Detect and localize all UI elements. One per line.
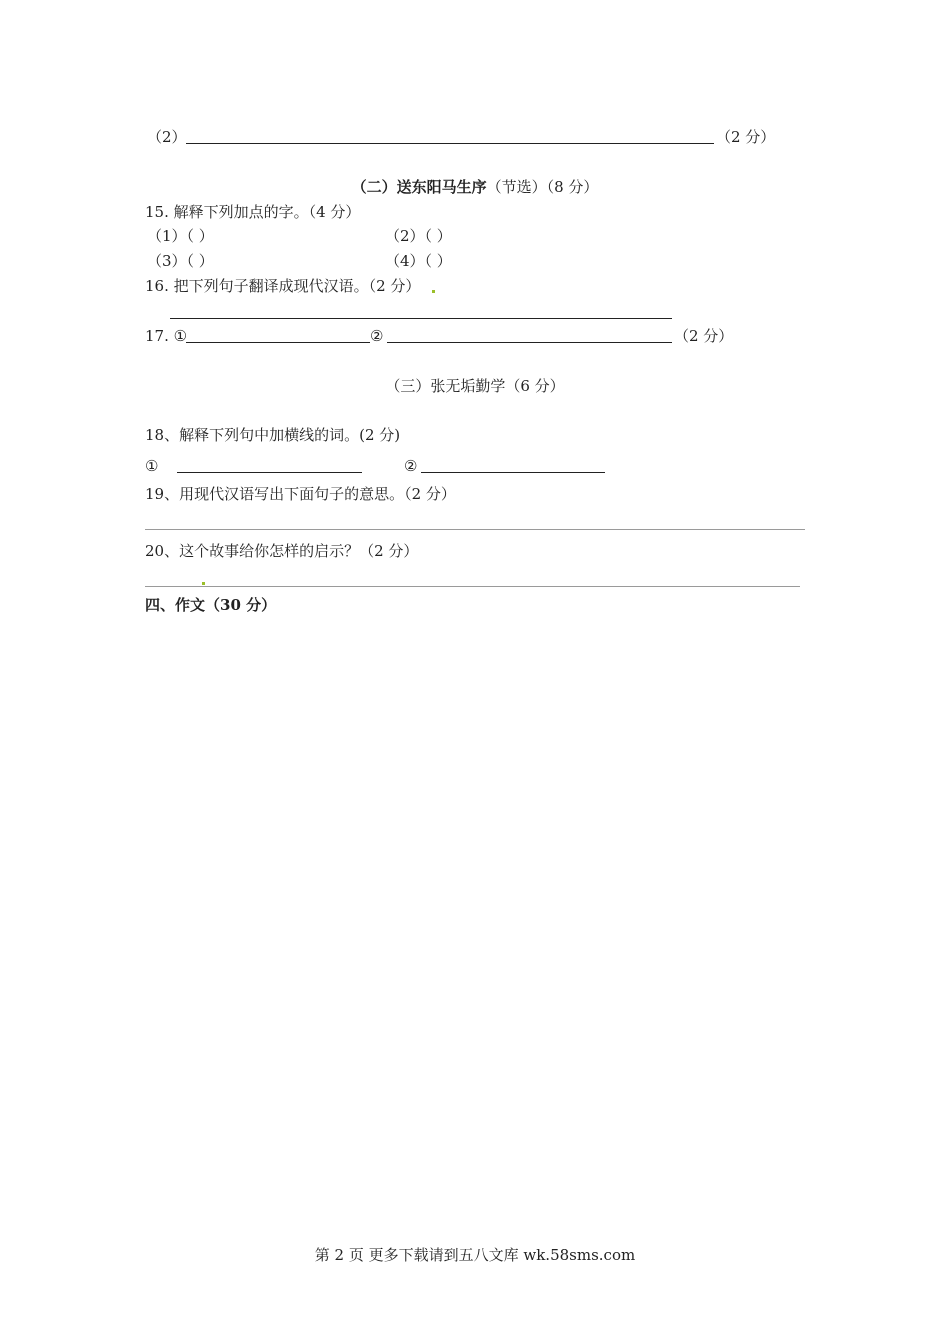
q16-answer-line[interactable]: [170, 318, 672, 319]
q17-score: （2 分）: [674, 327, 734, 345]
q15-prompt: 15. 解释下列加点的字。（4 分）: [145, 203, 361, 221]
section3-title: （三）张无垢勤学（6 分）: [385, 377, 565, 395]
q17-label: 17. ①: [145, 327, 188, 345]
q17-answer-line-2[interactable]: [387, 342, 672, 343]
q18-answer-line-1[interactable]: [177, 472, 362, 473]
green-dot-mark: [432, 290, 435, 293]
green-dot-mark: [202, 582, 205, 585]
section2-title: [0, 177, 950, 197]
q15-row1-item1[interactable]: （1）（ ）: [147, 227, 214, 245]
section2-title-rest: （节选）（8 分）: [486, 178, 599, 196]
q18-answer-line-2[interactable]: [421, 472, 605, 473]
q19-prompt: 19、用现代汉语写出下面句子的意思。（2 分）: [145, 485, 456, 503]
q15-row2-item4[interactable]: （4）（ ）: [385, 252, 452, 270]
q16-prompt: 16. 把下列句子翻译成现代汉语。（2 分）: [145, 277, 421, 295]
section2-title-bold: （二）送东阳马生序: [351, 178, 487, 196]
q14-answer-line[interactable]: [186, 143, 714, 144]
section4-title: 四、作文（30 分）: [145, 596, 277, 614]
q15-row1-item2[interactable]: （2）（ ）: [385, 227, 452, 245]
q18-prompt: 18、解释下列句中加横线的词。(2 分): [145, 426, 401, 444]
q20-prompt: 20、这个故事给你怎样的启示？（2 分）: [145, 542, 419, 560]
q17-mark2: ②: [370, 327, 384, 345]
q17-answer-line-1[interactable]: [186, 342, 370, 343]
page-footer: 第 2 页 更多下载请到五八文库 wk.58sms.com: [314, 1246, 636, 1264]
q18-mark2: ②: [404, 457, 418, 475]
q18-mark1: ①: [145, 457, 159, 475]
q14-item2-label: （2）: [147, 128, 187, 146]
q20-answer-line[interactable]: [145, 586, 800, 587]
q15-row2-item3[interactable]: （3）（ ）: [147, 252, 214, 270]
q14-score: （2 分）: [716, 128, 776, 146]
q19-answer-line[interactable]: [145, 529, 805, 530]
